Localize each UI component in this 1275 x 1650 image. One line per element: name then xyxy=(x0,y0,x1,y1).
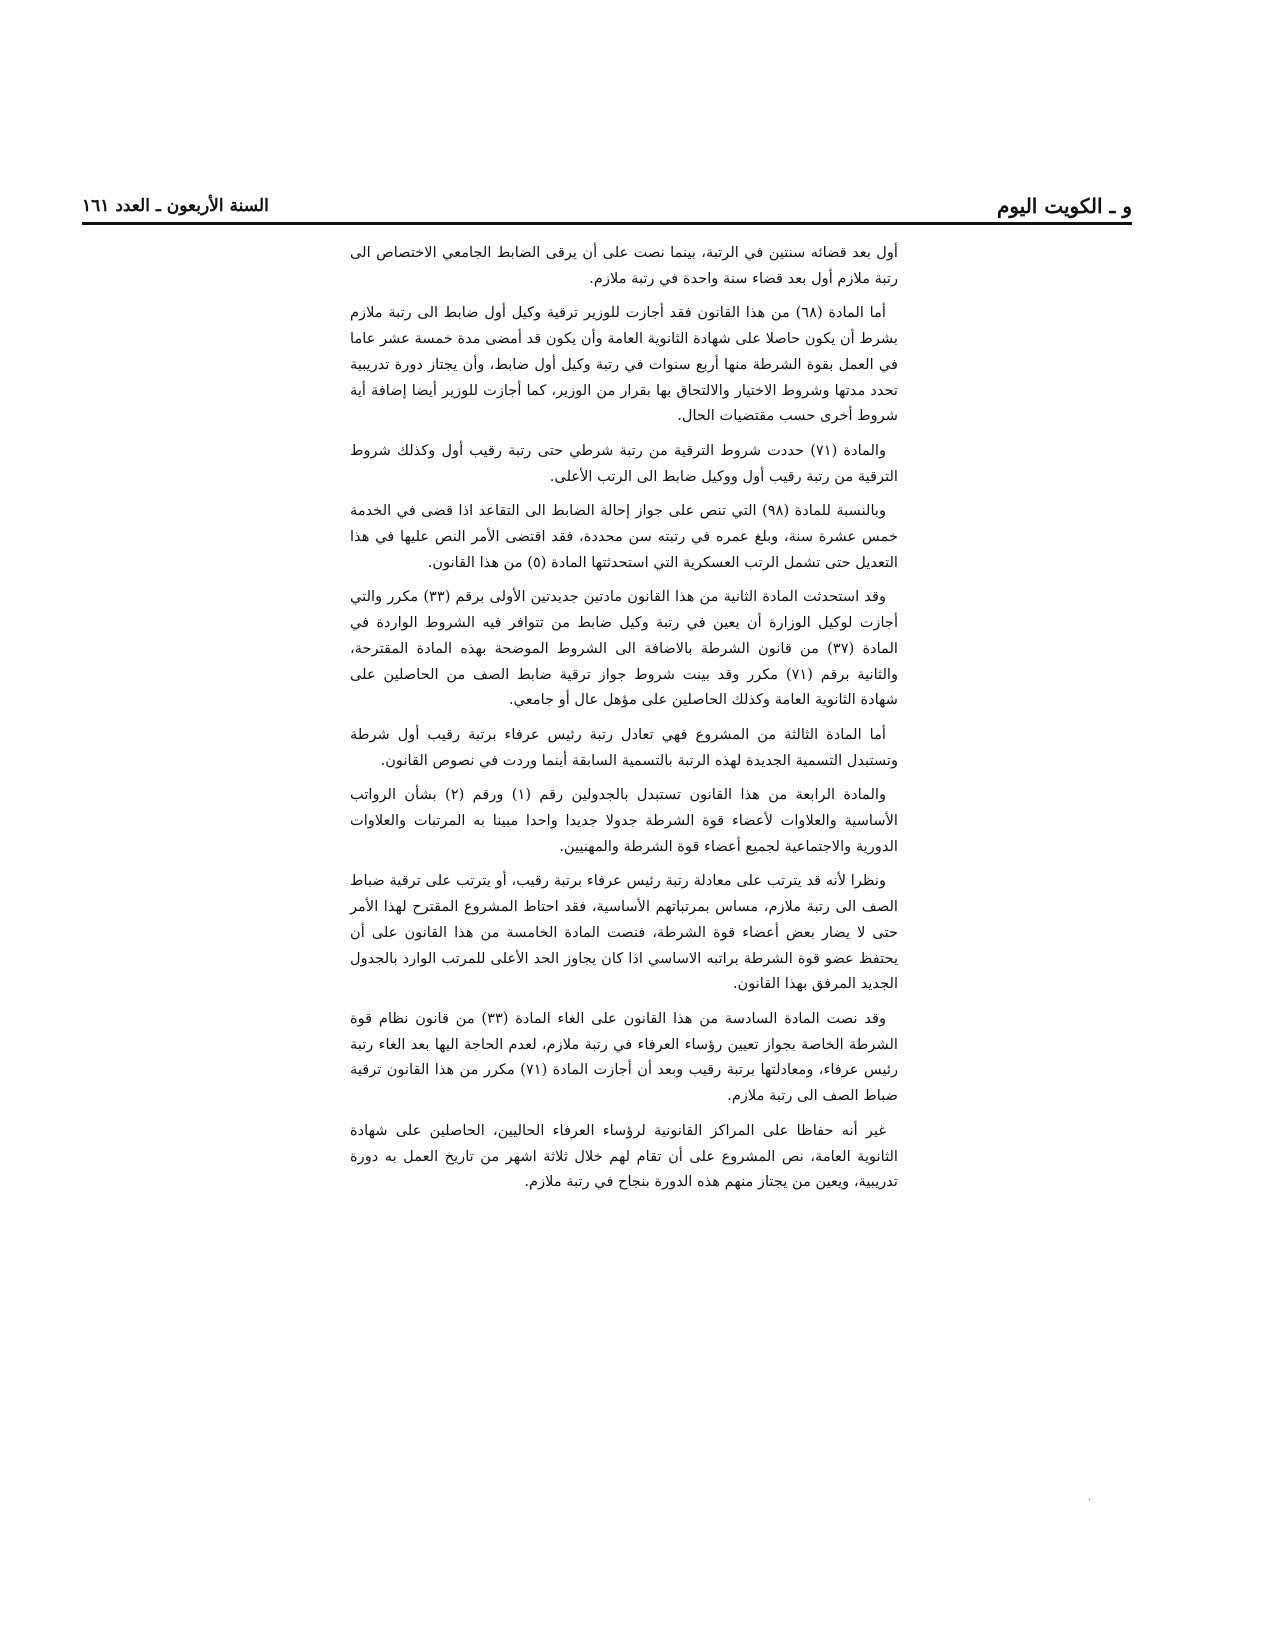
header-rule xyxy=(82,222,1132,225)
page-header xyxy=(82,196,1132,218)
paragraph-7: والمادة الرابعة من هذا القانون تستبدل بالجدولين رقم (١) ورقم (٢) بشأن الرواتب الأساسية والعلاوات لأعضاء قوة الشرطة جدولا جديدا واحدا مبينا به المرتبات والعلاوات الدورية والاجتماعية لجميع أعضاء قوة الشرطة والمهنيين. xyxy=(350,786,898,855)
paragraph-9: وقد نصت المادة السادسة من هذا القانون على الغاء المادة (٣٣) من قانون نظام قوة الشرطة الخاصة بجواز تعيين رؤساء العرفاء في رتبة ملازم، لعدم الحاجة اليها بعد الغاء رتبة رئيس عرفاء، ومعادلتها برتبة رقيب وبعد أن أجازت المادة (٧١) مكرر من هذا القانون ترقية ضباط الصف الى رتبة ملازم. xyxy=(350,1009,898,1105)
issue-label: السنة الأربعون ـ العدد ١٦١ xyxy=(82,196,269,216)
article-body xyxy=(350,240,898,1204)
paragraph-10: غير أنه حفاظا على المراكز القانونية لرؤساء العرفاء الحاليين، الحاصلين على شهادة الثانوية العامة، نص المشروع على أن تقام لهم خلال ثلاثة اشهر من تاريخ العمل به دورة تدريبية، ويعين من يجتاز منهم هذه الدورة بنجاح في رتبة ملازم. xyxy=(350,1121,898,1191)
paragraph-6: أما المادة الثالثة من المشروع فهي تعادل رتبة رئيس عرفاء برتبة رقيب أول شرطة وتستبدل التسمية الجديدة لهذه الرتبة بالتسمية السابقة أينما وردت في نصوص القانون. xyxy=(350,725,898,769)
paragraph-8: ونظرا لأنه قد يترتب على معادلة رتبة رئيس عرفاء برتبة رقيب، أو يترتب على ترقية ضباط الصف الى رتبة ملازم، مساس بمرتباتهم الأساسية، فقد احتاط المشروع المقترح لهذا الأمر حتى لا يضار بعض أعضاء قوة الشرطة، فنصت المادة الخامسة من هذا القانون على أن يحتفظ عضو قوة الشرطة براتبه الاساسي اذا كان يجاوز الحد الأعلى للمرتب الوارد بالجدول الجديد المرفق بهذا القانون. xyxy=(350,872,898,993)
paragraph-4: وبالنسبة للمادة (٩٨) التي تنص على جواز إحالة الضابط الى التقاعد اذا قضى في الخدمة خمس عشرة سنة، وبلغ عمره في رتبته سن محددة، فقد اقتضى الأمر النص عليها في هذا التعديل حتى تشمل الرتب العسكرية التي استحدثتها المادة (٥) من هذا القانون. xyxy=(350,502,898,571)
gazette-title: و ـ الكويت اليوم xyxy=(996,194,1132,218)
paragraph-1: أول بعد قضائه سنتين في الرتبة، بينما نصت على أن يرقى الضابط الجامعي الاختصاص الى رتبة ملازم أول بعد قضاء سنة واحدة في رتبة ملازم. xyxy=(350,244,898,287)
paragraph-2: أما المادة (٦٨) من هذا القانون فقد أجازت للوزير ترقية وكيل أول ضابط الى رتبة ملازم بشرط أن يكون حاصلا على شهادة الثانوية العامة وأن يكون قد أمضى مدة خمسة عشر عاما في العمل بقوة الشرطة منها أربع سنوات في رتبة وكيل أول ضابط، وأن يجتاز دورة تدريبية تحدد مدتها وشروط الاختيار والالتحاق بها بقرار من الوزير، كما أجازت للوزير أيضا إضافة أية شروط أخرى حسب مقتضيات الحال. xyxy=(350,304,898,425)
scan-speck: · xyxy=(1088,1495,1092,1506)
paragraph-3: والمادة (٧١) حددت شروط الترقية من رتبة شرطي حتى رتبة رقيب أول وكذلك شروط الترقية من رتبة رقيب أول ووكيل ضابط الى الرتب الأعلى. xyxy=(350,441,898,485)
paragraph-5: وقد استحدثت المادة الثانية من هذا القانون مادتين جديدتين الأولى برقم (٣٣) مكرر والتي أجازت لوكيل الوزارة أن يعين في رتبة وكيل ضابط من تتوافر فيه الشروط الواردة في المادة (٣٧) من قانون الشرطة بالاضافة الى الشروط الموضحة بهذه المادة المقترحة، والثانية برقم (٧١) مكرر وقد بينت شروط جواز ترقية ضابط الصف من الحاصلين على شهادة الثانوية العامة وكذلك الحاصلين على مؤهل عال أو جامعي. xyxy=(350,588,898,709)
